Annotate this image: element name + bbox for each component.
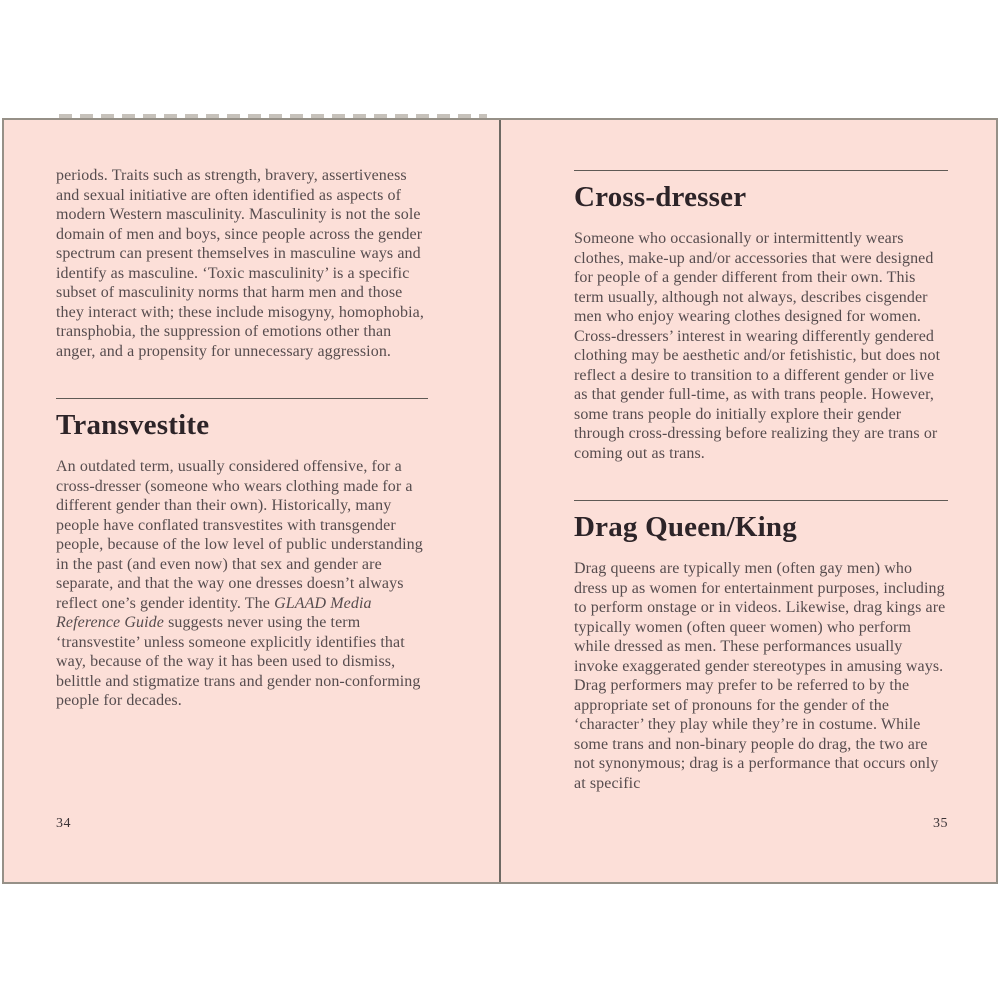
section-heading-drag-queen-king: Drag Queen/King — [574, 511, 797, 543]
page-number-left: 34 — [56, 816, 71, 831]
book-spread — [2, 118, 998, 884]
section-transvestite — [56, 398, 428, 711]
page-left — [4, 120, 500, 882]
page-right — [500, 120, 996, 882]
definition-text-start: An outdated term, usually considered offensive, for a cross-dresser (someone who wears clothing made for a different gender than their own). Historically, many people have conflated transvestites with transgender people, because of the low level of public understanding in the past (and even now) that sex and gender are separate, and that the way one dresses doesn’t always reflect one’s gender identity. The — [56, 458, 423, 612]
section-heading-transvestite: Transvestite — [56, 409, 210, 441]
cross-dresser-definition: Someone who occasionally or intermittently wears clothes, make-up and/or accessories that were designed for people of a gender different from their own. This term usually, although not always, describes cisgender men who enjoy wearing clothes designed for women. Cross-dressers’ interest in wearing differently gendered clothing may be aesthetic and/or fetishistic, but does not reflect a desire to transition to a different gender or live as that gender full-time, as with trans people. However, some trans people do initially explore their gender through cross-dressing before realizing they are trans or coming out as trans. — [574, 230, 941, 462]
drag-queen-king-definition: Drag queens are typically men (often gay men) who dress up as women for entertainment purposes, including to perform onstage or in videos. Likewise, drag kings are typically women (often queer women) who perform while dressed as men. These performances usually invoke exaggerated gender stereotypes in amusing ways. Drag performers may prefer to be referred to by the appropriate set of pronouns for the gender of the ‘character’ they play while they’re in costume. While some trans and non-binary people do drag, the two are not synonymous; drag is a performance that occurs only at specific — [574, 560, 946, 792]
section-cross-dresser — [574, 170, 948, 463]
section-rule — [574, 500, 948, 501]
book-gutter — [499, 120, 501, 882]
section-heading-cross-dresser: Cross-dresser — [574, 181, 747, 213]
masculinity-continued-paragraph: periods. Traits such as strength, bravery, assertiveness and sexual initiative are often identified as aspects of modern Western masculinity. Masculinity is not the sole domain of men and boys, since people across the gender spectrum can present themselves in masculine ways and identify as masculine. ‘Toxic masculinity’ is a specific subset of masculinity norms that harm men and those they interact with; these include misogyny, homophobia, transphobia, the suppression of emotions other than anger, and a propensity for unnecessary aggression. — [56, 167, 424, 360]
section-drag-queen-king — [574, 500, 948, 793]
page-number-right: 35 — [933, 816, 948, 831]
section-rule — [56, 398, 428, 399]
stacked-page-edges — [59, 114, 487, 118]
section-rule — [574, 170, 948, 171]
glaad-media-reference-guide-title: GLAAD Media Reference Guide — [56, 594, 372, 631]
transvestite-definition — [56, 457, 428, 711]
definition-text-end: suggests never using the term ‘transvestite’ unless someone explicitly identifies that way, because of the way it has been used to dismiss, belittle and stigmatize trans and gender non-conforming people for decades. — [56, 614, 421, 709]
